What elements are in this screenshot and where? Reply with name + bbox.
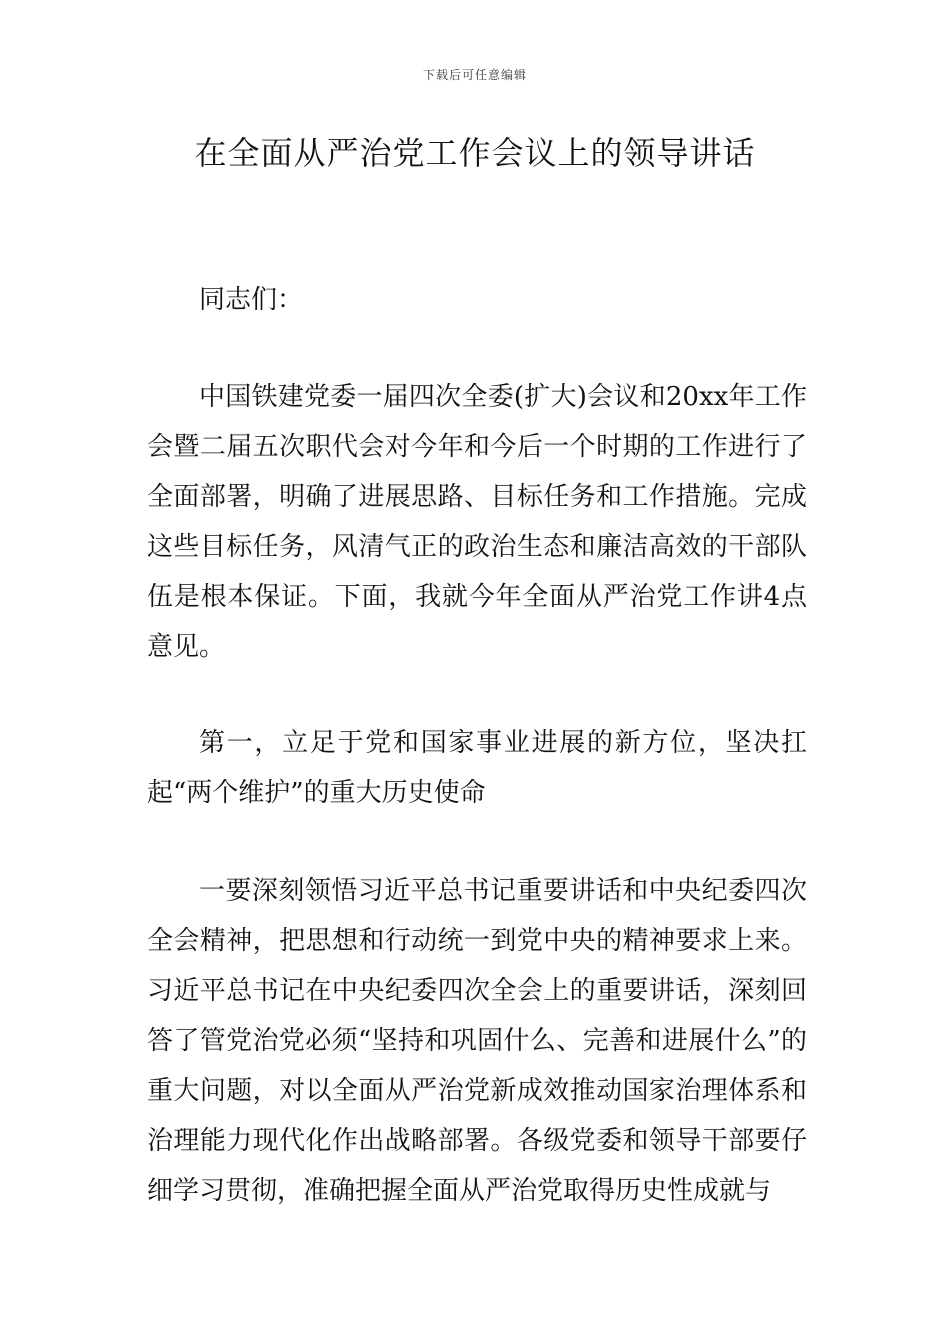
header-note: 下载后可任意编辑 [422, 68, 527, 82]
paragraph: 一要深刻领悟习近平总书记重要讲话和中央纪委四次全会精神，把思想和行动统一到党中央的精神要求上来。习近平总书记在中央纪委四次全会上的重要讲话，深刻回答了管党治党必须“坚持和巩固什么、完善和进展什么”的重大问题，对以全面从严治党新成效推动国家治理体系和治理能力现代化作出战略部署。各级党委和领导干部要仔细学习贯彻，准确把握全面从严治党取得历史性成就与 [147, 876, 807, 1206]
salutation: 同志们： [199, 285, 304, 315]
document-title: 在全面从严治党工作会议上的领导讲话 [194, 134, 756, 172]
paragraph-block-1 [147, 372, 807, 672]
salutation-block [147, 275, 807, 325]
paragraph-block-2 [147, 718, 807, 818]
section-heading: 第一，立足于党和国家事业进展的新方位，坚决扛起“两个维护”的重大历史使命 [147, 728, 807, 808]
paragraph-block-3 [147, 866, 807, 1216]
paragraph: 中国铁建党委一届四次全委(扩大)会议和20xx年工作会暨二届五次职代会对今年和今后一个时期的工作进行了全面部署，明确了进展思路、目标任务和工作措施。完成这些目标任务，风清气正的政治生态和廉洁高效的干部队伍是根本保证。下面，我就今年全面从严治党工作讲4点意见。 [147, 382, 807, 662]
